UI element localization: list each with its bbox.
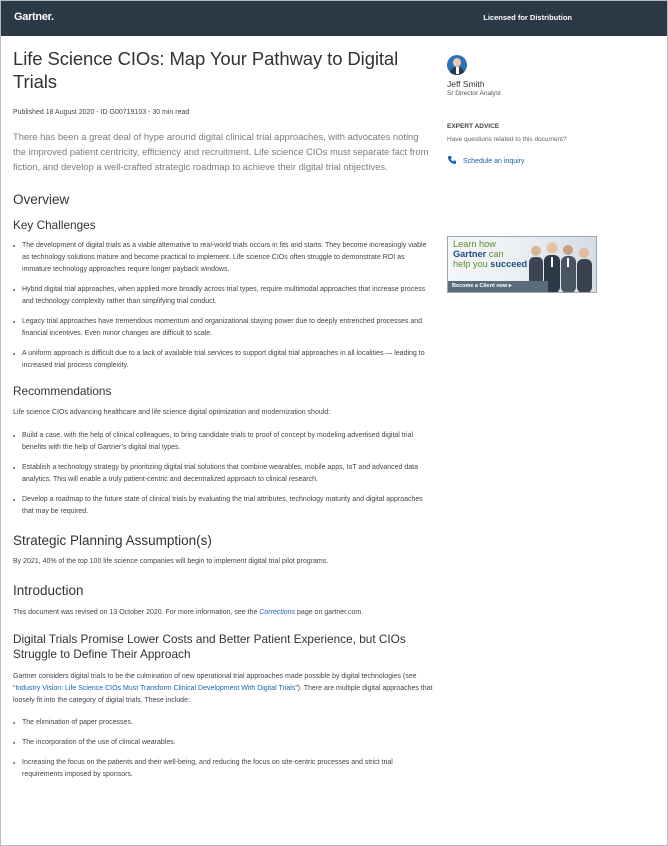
list-item: ■ The development of digital trials as a viable alternative to real-world trials occurs in fits and starts. They become increasingly viable as technology solutions mature and become practical to implement. Life science CIOs often struggle to demonstrate ROI as immature technology approaches require longer payback windows. <box>13 240 435 276</box>
key-challenges-list <box>13 240 435 372</box>
list-item: ■ Develop a roadmap to the future state of clinical trials by evaluating the trial attributes, technology maturity and digital approaches that may be required. <box>13 494 435 518</box>
assumptions-text: By 2021, 40% of the top 100 life science companies will begin to implement digital trial pilot programs. <box>13 558 329 565</box>
gartner-logo[interactable]: Gartner. <box>14 11 54 23</box>
recommendations-heading: Recommendations <box>13 384 112 398</box>
recommendations-list <box>13 430 435 518</box>
corrections-link[interactable]: Corrections <box>259 609 296 616</box>
industry-vision-link[interactable]: Industry Vision: Life Science CIOs Must Transform Clinical Development With Digital Trials <box>15 685 296 692</box>
publication-info: Published 18 August 2020 - ID G00719103 - 30 min read <box>13 109 190 116</box>
expert-advice-question: Have questions related to this document? <box>447 136 567 143</box>
list-item: ■ A uniform approach is difficult due to a lack of available trial services to support digital trial approaches in all localities — leading to increased trial process complexity. <box>13 348 435 372</box>
top-bar <box>1 1 667 36</box>
become-client-ad[interactable] <box>447 236 597 293</box>
main-content <box>13 47 435 781</box>
digital-trials-heading: Digital Trials Promise Lower Costs and Better Patient Experience, but CIOs Struggle to Define Their Approach <box>13 632 406 661</box>
list-item: ■ Build a case, with the help of clinical colleagues, to bring candidate trials to proof of concept by modeling advertised digital trial benefits with the help of Gartner’s digital trial types. <box>13 430 435 454</box>
become-client-link[interactable]: Become a Client now ▸ <box>448 281 548 292</box>
analyst-role: Sr Director Analyst <box>447 90 501 97</box>
introduction-heading: Introduction <box>13 583 84 598</box>
ad-line-2: Gartner can <box>453 249 504 259</box>
phone-icon <box>447 152 457 170</box>
list-item: ■ Hybrid digital trial approaches, when applied more broadly across trial types, require multimodal approaches that increase process and technology complexity rather than simplifying trial conduct. <box>13 284 435 308</box>
license-label: Licensed for Distribution <box>483 13 572 22</box>
list-item: ■ The elimination of paper processes. <box>13 717 435 729</box>
list-item: ■ The incorporation of the use of clinical wearables. <box>13 737 435 749</box>
assumptions-heading: Strategic Planning Assumption(s) <box>13 533 212 548</box>
digital-trials-paragraph: Gartner considers digital trials to be the culmination of new operational trial approaches made possible by digital technologies (see “Industry Vision: Life Science CIOs Must Transform Clinical Development With Digital Trials”). There are multiple digital approaches that loosely fit into the category of digital trials. These include: <box>13 673 433 704</box>
revision-note: This document was revised on 13 October 2020. For more information, see the Corrections page on gartner.com. <box>13 609 364 616</box>
list-item: ■ Legacy trial approaches have tremendous momentum and organizational staying power due to deeply entrenched processes and financial incentives. Even minor changes are difficult to scale. <box>13 316 435 340</box>
expert-advice-heading: EXPERT ADVICE <box>447 123 500 130</box>
list-item: ■ Establish a technology strategy by prioritizing digital trial solutions that combine wearables, mobile apps, IoT and advanced data analytics. This will enable a truly patient-centric and decentralized approach to clinical research. <box>13 462 435 486</box>
analyst-name[interactable]: Jeff Smith <box>447 79 485 89</box>
sidebar <box>447 55 657 170</box>
document-summary: There has been a great deal of hype around digital clinical trial approaches, with advocates noting the improved patient centricity, efficiency and recruitment. Life science CIOs must separate fact from fiction, and develop a well-crafted strategic roadmap to achieve their digital trial objectives. <box>13 131 429 172</box>
digital-approaches-list <box>13 717 435 781</box>
overview-heading: Overview <box>13 192 70 207</box>
schedule-inquiry-button[interactable] <box>447 152 657 170</box>
key-challenges-heading: Key Challenges <box>13 218 96 232</box>
ad-line-1: Learn how <box>453 239 496 249</box>
schedule-inquiry-label: Schedule an inquiry <box>463 157 525 165</box>
ad-line-3: help you succeed <box>453 259 528 269</box>
recommendations-intro: Life science CIOs advancing healthcare and life science digital optimization and modernization should: <box>13 409 331 416</box>
analyst-avatar[interactable] <box>447 55 467 75</box>
list-item: ■ Increasing the focus on the patients and their well-being, and reducing the focus on site-centric processes and strict trial requirements imposed by sponsors. <box>13 757 435 781</box>
document-title: Life Science CIOs: Map Your Pathway to Digital Trials <box>13 48 399 92</box>
